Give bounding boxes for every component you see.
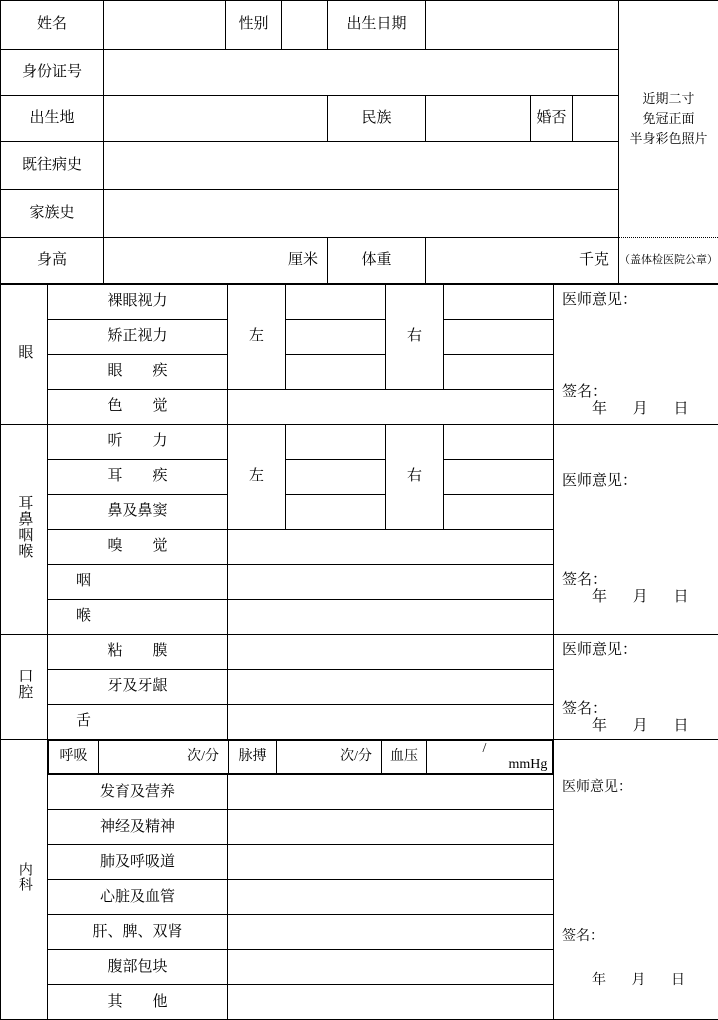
field-eye-left-corrected[interactable] [286, 320, 386, 355]
section-label-internal-text: 内科 [16, 862, 32, 892]
section-label-ent-text: 耳鼻咽喉 [16, 495, 33, 559]
field-heart-vessels[interactable] [228, 880, 554, 915]
eye-left-label: 左 [228, 285, 286, 390]
mouth-doctor-opinion[interactable] [554, 635, 718, 740]
photo-note-line-3: 半身彩色照片 [621, 129, 716, 149]
ent-opinion-date[interactable] [554, 589, 718, 606]
field-larynx[interactable] [228, 600, 554, 635]
item-liver-spleen-kidneys: 肝、脾、双肾 [48, 915, 228, 950]
label-respiration: 呼吸 [49, 741, 99, 774]
field-teeth-gums[interactable] [228, 670, 554, 705]
label-family-history: 家族史 [1, 190, 104, 238]
internal-signature-label: 签名： [554, 929, 718, 945]
field-smell[interactable] [228, 530, 554, 565]
ent-month-label: 月 [633, 589, 648, 606]
label-birthplace: 出生地 [1, 96, 104, 142]
eye-day-label: 日 [674, 401, 689, 418]
mouth-opinion-date[interactable] [554, 718, 718, 735]
label-marital: 婚否 [531, 96, 573, 142]
vitals-container [48, 740, 554, 775]
field-eye-left-disease[interactable] [286, 355, 386, 390]
bp-unit: mmHg [509, 757, 548, 772]
field-birthdate[interactable] [426, 1, 619, 50]
field-eye-right-corrected[interactable] [444, 320, 554, 355]
pulse-unit: 次/分 [340, 749, 372, 764]
label-id-number: 身份证号 [1, 50, 104, 96]
row-eye-uncorrected-vision [1, 285, 718, 320]
ent-opinion-input-area[interactable] [554, 490, 718, 571]
item-nervous-mental: 神经及精神 [48, 810, 228, 845]
item-ear-disease: 耳 疾 [48, 460, 228, 495]
field-ent-left-nose[interactable] [286, 495, 386, 530]
row-vitals [1, 740, 718, 775]
field-past-history[interactable] [104, 142, 619, 190]
item-pharynx: 咽 [48, 565, 228, 600]
field-ent-right-nose[interactable] [444, 495, 554, 530]
mouth-month-label: 月 [633, 718, 648, 735]
field-ent-left-hearing[interactable] [286, 425, 386, 460]
item-nose-sinus: 鼻及鼻窦 [48, 495, 228, 530]
field-eye-right-disease[interactable] [444, 355, 554, 390]
row-mouth-mucosa [1, 635, 718, 670]
item-smell: 嗅 觉 [48, 530, 228, 565]
field-respiration[interactable] [99, 741, 229, 774]
field-height[interactable] [104, 238, 328, 284]
item-tongue: 舌 [48, 705, 228, 740]
field-tongue[interactable] [228, 705, 554, 740]
label-birthdate: 出生日期 [328, 1, 426, 50]
examination-section [0, 284, 718, 1020]
label-blood-pressure: 血压 [382, 741, 427, 774]
field-eye-right-uncorrected[interactable] [444, 285, 554, 320]
bp-separator: / [483, 741, 487, 756]
row-past-history [1, 142, 718, 190]
weight-unit: 千克 [579, 252, 609, 268]
label-height: 身高 [1, 238, 104, 284]
internal-opinion-title: 医师意见： [554, 740, 718, 796]
label-pulse: 脉搏 [229, 741, 277, 774]
photo-placeholder [619, 1, 718, 238]
eye-opinion-date[interactable] [554, 401, 718, 418]
mouth-opinion-input-area[interactable] [554, 659, 718, 700]
item-abdominal-mass: 腹部包块 [48, 950, 228, 985]
item-teeth-gums: 牙及牙龈 [48, 670, 228, 705]
field-weight[interactable] [426, 238, 619, 284]
height-unit: 厘米 [288, 252, 318, 268]
field-ent-left-ear-disease[interactable] [286, 460, 386, 495]
field-marital[interactable] [573, 96, 619, 142]
mouth-signature-label: 签名： [554, 701, 718, 718]
internal-month-label: 月 [632, 973, 646, 989]
item-development-nutrition: 发育及营养 [48, 775, 228, 810]
ent-left-label: 左 [228, 425, 286, 530]
internal-doctor-opinion[interactable] [554, 740, 718, 1020]
field-id-number[interactable] [104, 50, 619, 96]
ent-opinion-title: 医师意见： [554, 425, 718, 490]
field-liver-spleen-kidneys[interactable] [228, 915, 554, 950]
eye-month-label: 月 [633, 401, 648, 418]
item-color-vision: 色 觉 [48, 390, 228, 425]
item-lung-respiratory: 肺及呼吸道 [48, 845, 228, 880]
section-label-mouth [1, 635, 48, 740]
label-past-history: 既往病史 [1, 142, 104, 190]
item-mucosa: 粘 膜 [48, 635, 228, 670]
internal-day-label: 日 [671, 973, 685, 989]
item-internal-other: 其 他 [48, 985, 228, 1020]
field-gender[interactable] [282, 1, 328, 50]
eye-opinion-title: 医师意见： [554, 285, 718, 309]
field-pulse[interactable] [277, 741, 382, 774]
label-weight: 体重 [328, 238, 426, 284]
internal-opinion-input-area[interactable] [554, 796, 718, 929]
field-family-history[interactable] [104, 190, 619, 238]
internal-opinion-date[interactable] [554, 973, 718, 989]
field-nervous-mental[interactable] [228, 810, 554, 845]
row-birthplace [1, 96, 718, 142]
photo-note-line-1: 近期二寸 [621, 89, 716, 109]
field-color-vision[interactable] [228, 390, 554, 425]
item-eye-disease: 眼 疾 [48, 355, 228, 390]
seal-note: （盖体检医院公章） [619, 238, 718, 284]
label-gender: 性别 [226, 1, 282, 50]
eye-right-label: 右 [386, 285, 444, 390]
field-internal-other[interactable] [228, 985, 554, 1020]
label-name: 姓名 [1, 1, 104, 50]
eye-opinion-input-area[interactable] [554, 309, 718, 383]
mouth-year-label: 年 [592, 718, 607, 735]
field-birthplace[interactable] [104, 96, 328, 142]
field-lung-respiratory[interactable] [228, 845, 554, 880]
field-bp-diastolic[interactable] [477, 741, 553, 774]
field-pharynx[interactable] [228, 565, 554, 600]
item-corrected-vision: 矫正视力 [48, 320, 228, 355]
eye-doctor-opinion[interactable] [554, 285, 718, 425]
field-ent-right-ear-disease[interactable] [444, 460, 554, 495]
row-height-weight [1, 238, 718, 284]
field-abdominal-mass[interactable] [228, 950, 554, 985]
row-family-history [1, 190, 718, 238]
section-label-eye-text: 眼 [16, 344, 33, 360]
eye-year-label: 年 [592, 401, 607, 418]
field-eye-left-uncorrected[interactable] [286, 285, 386, 320]
item-hearing: 听 力 [48, 425, 228, 460]
mouth-opinion-title: 医师意见： [554, 635, 718, 659]
row-name [1, 1, 718, 50]
label-ethnicity: 民族 [328, 96, 426, 142]
item-uncorrected-vision: 裸眼视力 [48, 285, 228, 320]
mouth-day-label: 日 [674, 718, 689, 735]
vitals-table [48, 740, 553, 774]
ent-year-label: 年 [592, 589, 607, 606]
eye-signature-label: 签名： [554, 384, 718, 401]
photo-note-line-2: 免冠正面 [621, 109, 716, 129]
internal-year-label: 年 [592, 973, 606, 989]
field-mucosa[interactable] [228, 635, 554, 670]
field-ent-right-hearing[interactable] [444, 425, 554, 460]
section-label-mouth-text: 口腔 [16, 668, 33, 700]
identity-section [0, 0, 718, 284]
section-label-internal [1, 740, 48, 1020]
ent-doctor-opinion[interactable] [554, 425, 718, 635]
item-heart-vessels: 心脏及血管 [48, 880, 228, 915]
row-id-number [1, 50, 718, 96]
ent-right-label: 右 [386, 425, 444, 530]
field-development-nutrition[interactable] [228, 775, 554, 810]
item-larynx: 喉 [48, 600, 228, 635]
section-label-eye [1, 285, 48, 425]
ent-signature-label: 签名： [554, 572, 718, 589]
row-ent-hearing [1, 425, 718, 460]
field-ethnicity[interactable] [426, 96, 531, 142]
field-name[interactable] [104, 1, 226, 50]
respiration-unit: 次/分 [187, 749, 219, 764]
ent-day-label: 日 [674, 589, 689, 606]
field-bp-systolic[interactable] [427, 741, 477, 774]
section-label-ent [1, 425, 48, 635]
